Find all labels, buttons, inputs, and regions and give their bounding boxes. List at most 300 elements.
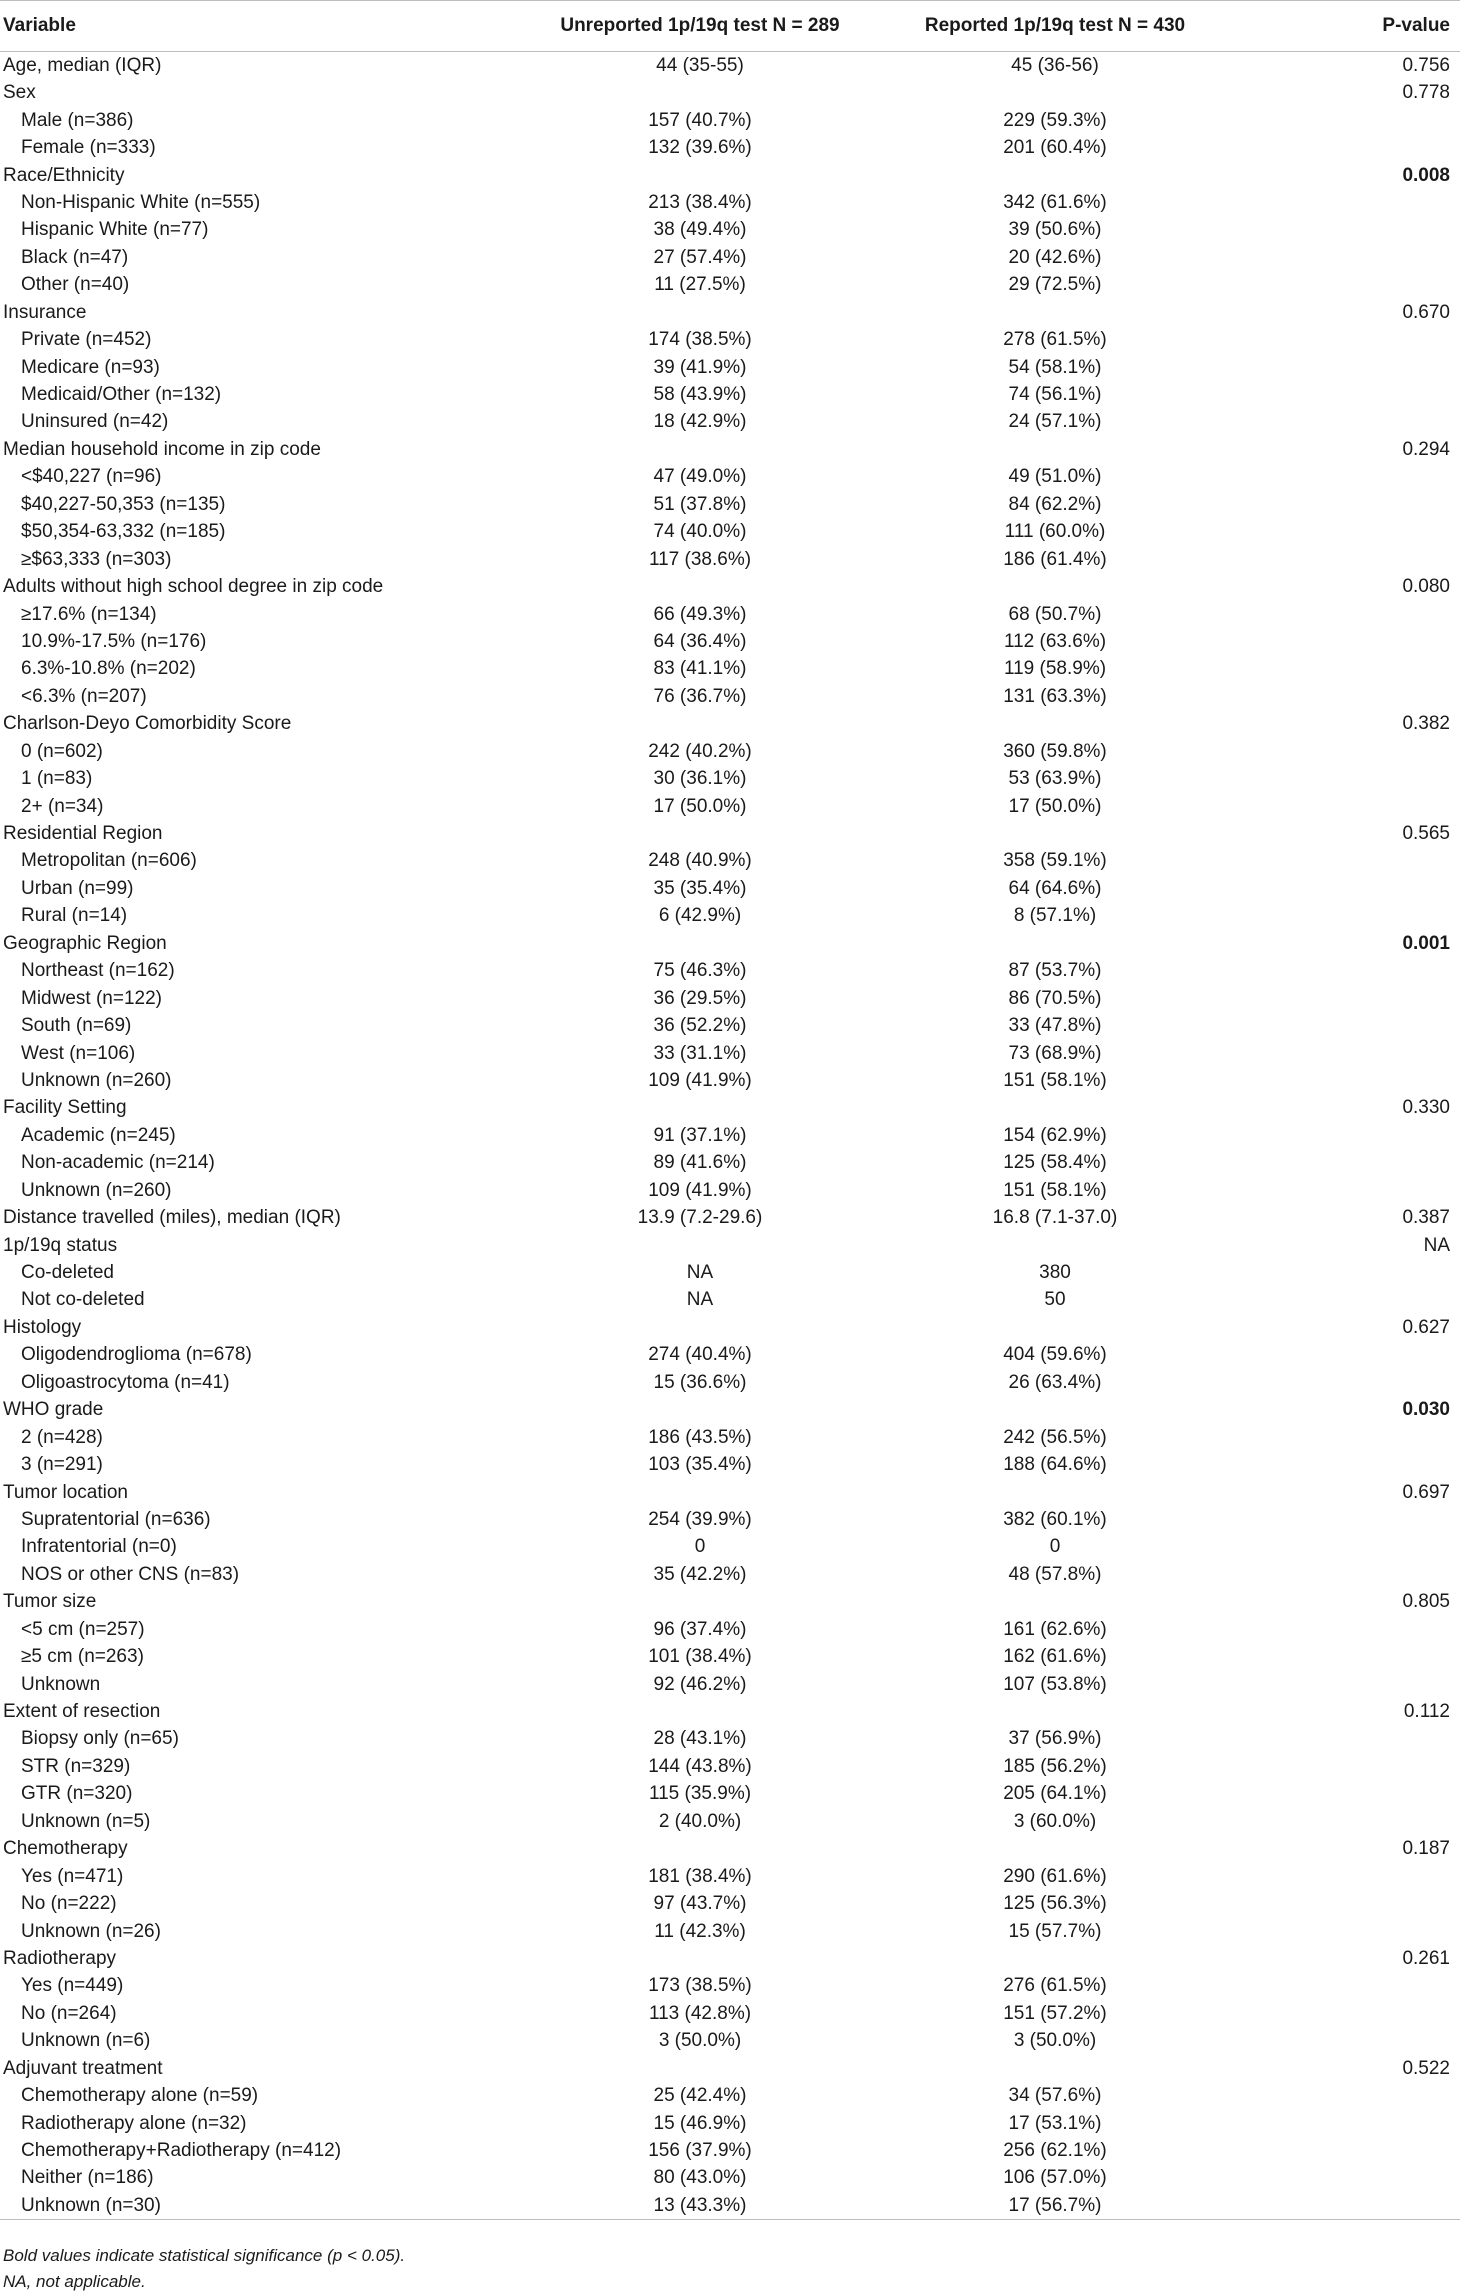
- table-row-subcategory: [0, 1369, 1460, 1396]
- cell-pvalue: [1255, 1451, 1460, 1478]
- cell-variable: Unknown (n=6): [21, 2030, 151, 2052]
- table-row-subcategory: [0, 655, 1460, 682]
- cell-pvalue: [1255, 1369, 1460, 1396]
- table-row-subcategory: [0, 847, 1460, 874]
- cell-reported: 16.8 (7.1-37.0): [992, 1207, 1118, 1229]
- cell-unreported: 15 (36.6%): [653, 1371, 747, 1393]
- cell-reported: 3 (60.0%): [1013, 1810, 1097, 1832]
- cell-reported: 342 (61.6%): [1003, 191, 1107, 213]
- cell-pvalue: [1255, 1423, 1460, 1450]
- table-row-subcategory: [0, 957, 1460, 984]
- cell-pvalue: 0.080: [1402, 576, 1450, 598]
- cell-variable: Co-deleted: [21, 1262, 114, 1284]
- cell-unreported: [545, 1588, 855, 1615]
- cell-variable: ≥$63,333 (n=303): [21, 548, 172, 570]
- cell-pvalue: [1255, 1039, 1460, 1066]
- table-row-subcategory: [0, 1533, 1460, 1560]
- cell-reported: [855, 1835, 1255, 1862]
- header-row: [0, 1, 1460, 52]
- cell-unreported: [545, 1835, 855, 1862]
- cell-unreported: 39 (41.9%): [653, 356, 747, 378]
- cell-variable: Age, median (IQR): [3, 55, 162, 76]
- cell-pvalue: 0.697: [1402, 1481, 1450, 1503]
- cell-variable: $40,227-50,353 (n=135): [21, 493, 226, 515]
- cell-unreported: [545, 1478, 855, 1505]
- cell-pvalue: [1255, 765, 1460, 792]
- cell-variable: 6.3%-10.8% (n=202): [21, 658, 196, 680]
- cell-reported: [855, 299, 1255, 326]
- cell-variable: Non-academic (n=214): [21, 1152, 215, 1174]
- cell-variable: Female (n=333): [21, 137, 156, 159]
- cell-pvalue: 0.187: [1402, 1838, 1450, 1860]
- cell-reported: [855, 930, 1255, 957]
- cell-unreported: [545, 299, 855, 326]
- cell-pvalue: 0.387: [1402, 1207, 1450, 1229]
- cell-unreported: 15 (46.9%): [653, 2112, 747, 2134]
- cell-reported: 151 (57.2%): [1003, 2002, 1107, 2024]
- cell-variable: Extent of resection: [3, 1701, 161, 1723]
- cell-unreported: 30 (36.1%): [653, 768, 747, 790]
- cell-unreported: 132 (39.6%): [648, 137, 752, 159]
- cell-unreported: 27 (57.4%): [653, 246, 747, 268]
- cell-variable: Geographic Region: [3, 932, 167, 954]
- cell-reported: 0: [1049, 1536, 1061, 1558]
- cell-unreported: 25 (42.4%): [653, 2085, 747, 2107]
- cell-reported: 111 (60.0%): [1004, 521, 1106, 543]
- cell-variable: 1p/19q status: [3, 1234, 118, 1256]
- table-row-subcategory: [0, 875, 1460, 902]
- table-row-subcategory: [0, 2164, 1460, 2191]
- cell-pvalue: [1255, 2000, 1460, 2027]
- cell-unreported: 36 (52.2%): [653, 1015, 747, 1037]
- cell-unreported: [545, 436, 855, 463]
- cell-reported: 39 (50.6%): [1008, 219, 1102, 241]
- table-row-subcategory: [0, 683, 1460, 710]
- cell-pvalue: [1255, 902, 1460, 929]
- cell-reported: 151 (58.1%): [1003, 1069, 1107, 1091]
- cell-pvalue: 0.261: [1402, 1947, 1450, 1969]
- cell-reported: 20 (42.6%): [1008, 246, 1102, 268]
- cell-variable: South (n=69): [21, 1015, 132, 1037]
- cell-pvalue: [1255, 1643, 1460, 1670]
- cell-variable: Histology: [3, 1316, 82, 1338]
- cell-pvalue: [1255, 1616, 1460, 1643]
- cell-reported: 382 (60.1%): [1003, 1508, 1107, 1530]
- cell-reported: 26 (63.4%): [1008, 1371, 1102, 1393]
- cell-pvalue: [1255, 408, 1460, 435]
- cell-pvalue: [1255, 655, 1460, 682]
- cell-unreported: 11 (27.5%): [654, 274, 746, 296]
- cell-reported: 53 (63.9%): [1008, 768, 1102, 790]
- cell-variable: 2 (n=428): [21, 1426, 103, 1448]
- cell-variable: WHO grade: [3, 1399, 104, 1421]
- cell-reported: 186 (61.4%): [1003, 548, 1107, 570]
- cell-pvalue: [1255, 2027, 1460, 2054]
- table-body: [0, 52, 1460, 2220]
- cell-variable: Uninsured (n=42): [21, 411, 169, 433]
- table-row-subcategory: [0, 134, 1460, 161]
- cell-unreported: 83 (41.1%): [653, 658, 747, 680]
- cell-reported: 360 (59.8%): [1003, 740, 1107, 762]
- table-row-subcategory: [0, 628, 1460, 655]
- table-row-subcategory: [0, 1917, 1460, 1944]
- table-row-variable: [0, 161, 1460, 188]
- cell-pvalue: [1255, 1753, 1460, 1780]
- cell-unreported: 181 (38.4%): [648, 1865, 752, 1887]
- cell-variable: Oligodendroglioma (n=678): [21, 1344, 252, 1366]
- cell-variable: ≥17.6% (n=134): [21, 603, 157, 625]
- cell-pvalue: [1255, 683, 1460, 710]
- cell-unreported: [545, 1094, 855, 1121]
- cell-reported: 50: [1044, 1289, 1066, 1311]
- cell-variable: Rural (n=14): [21, 905, 128, 927]
- table-row-subcategory: [0, 1616, 1460, 1643]
- cell-unreported: [545, 820, 855, 847]
- cell-pvalue: 0.382: [1402, 713, 1450, 735]
- cell-pvalue: [1255, 216, 1460, 243]
- cell-reported: 17 (50.0%): [1008, 795, 1102, 817]
- cell-unreported: [545, 1945, 855, 1972]
- cell-reported: [855, 1698, 1255, 1725]
- table-row-variable: [0, 1094, 1460, 1121]
- cell-reported: 229 (59.3%): [1003, 109, 1107, 131]
- cell-reported: [855, 820, 1255, 847]
- cell-pvalue: [1255, 244, 1460, 271]
- cell-variable: Midwest (n=122): [21, 987, 162, 1009]
- cell-variable: Unknown: [21, 1673, 101, 1695]
- cell-unreported: 173 (38.5%): [648, 1975, 752, 1997]
- cell-unreported: 157 (40.7%): [648, 109, 752, 131]
- cell-pvalue: [1255, 2137, 1460, 2164]
- cell-reported: 73 (68.9%): [1008, 1042, 1102, 1064]
- cell-variable: Radiotherapy: [3, 1947, 117, 1969]
- cell-reported: 154 (62.9%): [1003, 1124, 1107, 1146]
- cell-variable: Supratentorial (n=636): [21, 1508, 211, 1530]
- cell-unreported: 92 (46.2%): [653, 1673, 747, 1695]
- table-row-subcategory: [0, 738, 1460, 765]
- cell-variable: West (n=106): [21, 1042, 136, 1064]
- cell-pvalue: [1255, 2109, 1460, 2136]
- cell-reported: 404 (59.6%): [1003, 1344, 1107, 1366]
- cell-pvalue: [1255, 792, 1460, 819]
- cell-reported: 24 (57.1%): [1008, 411, 1102, 433]
- table-row-subcategory: [0, 1067, 1460, 1094]
- table-row-subcategory: [0, 189, 1460, 216]
- cell-reported: 29 (72.5%): [1008, 274, 1102, 296]
- table-row-subcategory: [0, 1506, 1460, 1533]
- cell-pvalue: [1255, 738, 1460, 765]
- cell-unreported: 74 (40.0%): [653, 521, 747, 543]
- cell-pvalue: [1255, 545, 1460, 572]
- table-row-subcategory: [0, 1862, 1460, 1889]
- cell-reported: [855, 1945, 1255, 1972]
- cell-reported: 84 (62.2%): [1008, 493, 1102, 515]
- cell-pvalue: [1255, 463, 1460, 490]
- cell-reported: 162 (61.6%): [1003, 1646, 1107, 1668]
- cell-variable: Tumor size: [3, 1591, 97, 1613]
- table-row-subcategory: [0, 1341, 1460, 1368]
- cell-reported: 3 (50.0%): [1013, 2030, 1097, 2052]
- cell-unreported: 213 (38.4%): [648, 191, 752, 213]
- cell-pvalue: 0.670: [1402, 301, 1450, 323]
- table-row-subcategory: [0, 1451, 1460, 1478]
- cell-variable: 2+ (n=34): [21, 795, 104, 817]
- cell-unreported: 113 (42.8%): [648, 2002, 752, 2024]
- table-row-subcategory: [0, 1122, 1460, 1149]
- cell-pvalue: 0.330: [1402, 1097, 1450, 1119]
- table-row-subcategory: [0, 463, 1460, 490]
- cell-variable: Infratentorial (n=0): [21, 1536, 177, 1558]
- cell-unreported: [545, 710, 855, 737]
- table-row-subcategory: [0, 1012, 1460, 1039]
- cell-unreported: 44 (35-55): [656, 55, 744, 76]
- cell-variable: 10.9%-17.5% (n=176): [21, 630, 207, 652]
- cell-reported: 201 (60.4%): [1003, 137, 1107, 159]
- cell-unreported: [545, 1231, 855, 1258]
- cell-pvalue: [1255, 381, 1460, 408]
- table-row-subcategory: [0, 902, 1460, 929]
- table-row-subcategory: [0, 2109, 1460, 2136]
- cell-variable: Unknown (n=260): [21, 1179, 172, 1201]
- cell-reported: 107 (53.8%): [1003, 1673, 1107, 1695]
- cell-unreported: 13 (43.3%): [545, 2192, 855, 2220]
- cell-pvalue: [1255, 847, 1460, 874]
- cell-unreported: 186 (43.5%): [648, 1426, 752, 1448]
- cell-variable: Charlson-Deyo Comorbidity Score: [3, 713, 292, 735]
- cell-reported: 188 (64.6%): [1003, 1454, 1107, 1476]
- table-row-subcategory: [0, 1259, 1460, 1286]
- cell-variable: Race/Ethnicity: [3, 164, 125, 186]
- header-pvalue: P-value: [1255, 1, 1460, 52]
- table-row-variable: [0, 52, 1460, 80]
- cell-pvalue: [1255, 1259, 1460, 1286]
- cell-unreported: 58 (43.9%): [653, 384, 747, 406]
- cell-pvalue: [1255, 600, 1460, 627]
- cell-unreported: 274 (40.4%): [648, 1344, 752, 1366]
- cell-unreported: 2 (40.0%): [658, 1810, 742, 1832]
- cell-unreported: NA: [686, 1289, 714, 1311]
- cell-unreported: 11 (42.3%): [654, 1920, 746, 1942]
- cell-reported: 131 (63.3%): [1003, 685, 1107, 707]
- cell-reported: [855, 1314, 1255, 1341]
- cell-variable: STR (n=329): [21, 1755, 131, 1777]
- cell-unreported: 97 (43.7%): [653, 1893, 747, 1915]
- cell-unreported: 156 (37.9%): [648, 2140, 752, 2162]
- footnote-bold-values: Bold values indicate statistical significance (p < 0.05).: [3, 2246, 406, 2265]
- table-row-variable: [0, 1231, 1460, 1258]
- cell-reported: 125 (56.3%): [1003, 1893, 1107, 1915]
- cell-variable: Sex: [3, 82, 36, 104]
- cell-pvalue: [1255, 2192, 1460, 2220]
- cell-unreported: [545, 161, 855, 188]
- cell-unreported: 66 (49.3%): [653, 603, 747, 625]
- cell-reported: [855, 710, 1255, 737]
- cell-variable: Medicaid/Other (n=132): [21, 384, 222, 406]
- cell-pvalue: 0.112: [1403, 1701, 1450, 1723]
- cell-unreported: 109 (41.9%): [648, 1179, 752, 1201]
- cell-variable: <$40,227 (n=96): [21, 466, 162, 488]
- table-row-subcategory: [0, 271, 1460, 298]
- cell-pvalue: [1255, 1670, 1460, 1697]
- cell-reported: [855, 1478, 1255, 1505]
- cell-reported: 185 (56.2%): [1003, 1755, 1107, 1777]
- table-row-subcategory: [0, 2000, 1460, 2027]
- table-row-variable: [0, 79, 1460, 106]
- table-row-subcategory: [0, 408, 1460, 435]
- cell-pvalue: 0.001: [1402, 932, 1450, 954]
- cell-pvalue: [1255, 271, 1460, 298]
- cell-reported: 380: [1039, 1262, 1071, 1284]
- cell-pvalue: [1255, 1012, 1460, 1039]
- cell-reported: 15 (57.7%): [1008, 1920, 1102, 1942]
- cell-variable: Chemotherapy alone (n=59): [21, 2085, 259, 2107]
- cell-variable: Academic (n=245): [21, 1124, 176, 1146]
- cell-variable: Unknown (n=26): [21, 1920, 161, 1942]
- cell-unreported: 254 (39.9%): [648, 1508, 752, 1530]
- table-row-subcategory: [0, 984, 1460, 1011]
- table-row-subcategory: [0, 2137, 1460, 2164]
- cell-unreported: 64 (36.4%): [653, 630, 747, 652]
- cell-reported: 205 (64.1%): [1003, 1783, 1107, 1805]
- cell-reported: 48 (57.8%): [1008, 1563, 1102, 1585]
- table-header: [0, 1, 1460, 52]
- cell-unreported: 28 (43.1%): [653, 1728, 747, 1750]
- cell-variable: Northeast (n=162): [21, 960, 175, 982]
- cell-pvalue: [1255, 1067, 1460, 1094]
- cell-reported: 278 (61.5%): [1003, 329, 1107, 351]
- cell-unreported: 33 (31.1%): [653, 1042, 747, 1064]
- cell-variable: Adjuvant treatment: [3, 2057, 163, 2079]
- cell-variable: Tumor location: [3, 1481, 128, 1503]
- table-row-variable: [0, 2055, 1460, 2082]
- cell-unreported: 35 (42.2%): [653, 1563, 747, 1585]
- cell-reported: [855, 436, 1255, 463]
- cell-pvalue: 0.030: [1402, 1399, 1450, 1421]
- cell-pvalue: [1255, 1561, 1460, 1588]
- cell-pvalue: [1255, 1122, 1460, 1149]
- cell-unreported: 3 (50.0%): [658, 2030, 742, 2052]
- cell-unreported: 103 (35.4%): [648, 1454, 752, 1476]
- cell-pvalue: 0.805: [1402, 1591, 1450, 1613]
- cell-variable: No (n=222): [21, 1893, 117, 1915]
- cell-variable: Private (n=452): [21, 329, 152, 351]
- table-row-subcategory: [0, 1177, 1460, 1204]
- cell-pvalue: [1255, 1533, 1460, 1560]
- cell-variable: NOS or other CNS (n=83): [21, 1563, 240, 1585]
- cell-variable: Not co-deleted: [21, 1289, 145, 1311]
- cell-reported: 256 (62.1%): [1003, 2140, 1107, 2162]
- cell-pvalue: 0.778: [1402, 82, 1450, 104]
- cell-unreported: 17 (50.0%): [653, 795, 747, 817]
- cell-reported: 242 (56.5%): [1003, 1426, 1107, 1448]
- table-row-variable: [0, 820, 1460, 847]
- cell-reported: 358 (59.1%): [1003, 850, 1107, 872]
- table-row-subcategory: [0, 2082, 1460, 2109]
- header-reported: Reported 1p/19q test N = 430: [855, 1, 1255, 52]
- header-unreported: Unreported 1p/19q test N = 289: [545, 1, 855, 52]
- table-row-variable: [0, 573, 1460, 600]
- table-row-variable: [0, 1588, 1460, 1615]
- cell-variable: Hispanic White (n=77): [21, 219, 209, 241]
- cell-reported: 125 (58.4%): [1003, 1152, 1107, 1174]
- cell-variable: Non-Hispanic White (n=555): [21, 191, 261, 213]
- table-row-variable: [0, 1478, 1460, 1505]
- table-row-subcategory: [0, 518, 1460, 545]
- table-row-subcategory: [0, 792, 1460, 819]
- cell-pvalue: [1255, 628, 1460, 655]
- cell-pvalue: 0.756: [1402, 55, 1450, 76]
- cell-unreported: [545, 79, 855, 106]
- cell-unreported: 0: [694, 1536, 706, 1558]
- cell-reported: 290 (61.6%): [1003, 1865, 1107, 1887]
- cell-reported: 49 (51.0%): [1008, 466, 1102, 488]
- cell-unreported: 174 (38.5%): [648, 329, 752, 351]
- cell-pvalue: [1255, 1149, 1460, 1176]
- cell-variable: $50,354-63,332 (n=185): [21, 521, 226, 543]
- table-row-subcategory: [0, 381, 1460, 408]
- footnote-na: NA, not applicable.: [3, 2272, 146, 2291]
- cell-unreported: NA: [686, 1262, 714, 1284]
- cell-pvalue: [1255, 2082, 1460, 2109]
- cell-pvalue: [1255, 1506, 1460, 1533]
- table-row-subcategory: [0, 765, 1460, 792]
- cell-reported: 151 (58.1%): [1003, 1179, 1107, 1201]
- cell-reported: 33 (47.8%): [1008, 1015, 1102, 1037]
- cell-variable: Neither (n=186): [21, 2167, 154, 2189]
- table-row-subcategory: [0, 1972, 1460, 1999]
- cell-reported: [855, 79, 1255, 106]
- table-row-subcategory: [0, 1423, 1460, 1450]
- cell-unreported: 91 (37.1%): [653, 1124, 747, 1146]
- cell-variable: Yes (n=449): [21, 1975, 124, 1997]
- cell-reported: 74 (56.1%): [1008, 384, 1102, 406]
- cell-unreported: [545, 1698, 855, 1725]
- cell-unreported: 13.9 (7.2-29.6): [637, 1207, 763, 1229]
- cell-unreported: 242 (40.2%): [648, 740, 752, 762]
- cell-pvalue: 0.627: [1402, 1316, 1450, 1338]
- cell-unreported: 47 (49.0%): [653, 466, 747, 488]
- cell-variable: ≥5 cm (n=263): [21, 1646, 144, 1668]
- cell-pvalue: [1255, 326, 1460, 353]
- table-row-subcategory: [0, 1149, 1460, 1176]
- cell-variable: <6.3% (n=207): [21, 685, 147, 707]
- cell-unreported: 89 (41.6%): [653, 1152, 747, 1174]
- cell-pvalue: [1255, 1808, 1460, 1835]
- cell-unreported: 38 (49.4%): [653, 219, 747, 241]
- cell-reported: 8 (57.1%): [1013, 905, 1097, 927]
- cell-reported: 17 (56.7%): [855, 2192, 1255, 2220]
- table-row-subcategory: [0, 1890, 1460, 1917]
- cell-reported: 112 (63.6%): [1003, 630, 1107, 652]
- cell-unreported: [545, 930, 855, 957]
- cell-reported: 87 (53.7%): [1008, 960, 1102, 982]
- cell-unreported: 109 (41.9%): [648, 1069, 752, 1091]
- header-variable: Variable: [0, 1, 545, 52]
- table-row-subcategory: [0, 2027, 1460, 2054]
- cell-unreported: 117 (38.6%): [648, 548, 752, 570]
- cell-reported: [855, 1094, 1255, 1121]
- cell-variable: Yes (n=471): [21, 1865, 124, 1887]
- cell-pvalue: [1255, 1286, 1460, 1313]
- cell-reported: 54 (58.1%): [1008, 356, 1102, 378]
- cell-variable: Metropolitan (n=606): [21, 850, 197, 872]
- cell-variable: Oligoastrocytoma (n=41): [21, 1371, 230, 1393]
- cell-unreported: 76 (36.7%): [653, 685, 747, 707]
- cell-pvalue: [1255, 1725, 1460, 1752]
- cell-unreported: 80 (43.0%): [653, 2167, 747, 2189]
- table-row-subcategory: [0, 1780, 1460, 1807]
- cell-reported: 37 (56.9%): [1008, 1728, 1102, 1750]
